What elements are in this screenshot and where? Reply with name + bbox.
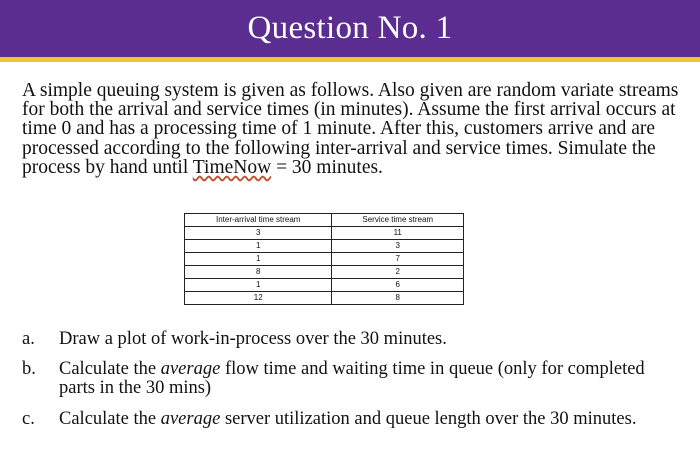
service-cell: 11 [332, 227, 464, 240]
intro-text: A simple queuing system is given as follows. Also given are random variate streams for both the arrival and service times (in minutes). Assume the first arrival occurs at time 0 and has a processing time of 1 minute. After this, customers arrive and are processed according to the following inter-arrival and service times. Simulate the process by hand until [22, 80, 679, 178]
item-letter: a. [22, 329, 35, 349]
intro-text-end: = 30 minutes. [271, 156, 383, 178]
table-row [185, 292, 464, 305]
interarrival-cell: 1 [185, 279, 332, 292]
column-header-service: Service time stream [332, 214, 464, 227]
item-text-part: Calculate the [59, 359, 161, 379]
timenow-term: TimeNow [192, 156, 272, 178]
item-text-part: Calculate the [59, 409, 161, 429]
service-cell: 2 [332, 266, 464, 279]
item-text-part: server utilization and queue length over the 30 minutes. [220, 409, 637, 429]
item-text [59, 330, 679, 349]
service-cell: 8 [332, 292, 464, 305]
service-cell: 3 [332, 240, 464, 253]
column-header-interarrival: Inter-arrival time stream [185, 214, 332, 227]
table-header-row [185, 214, 464, 227]
item-text [59, 360, 679, 397]
item-text [59, 410, 679, 429]
random-streams-table [184, 213, 464, 305]
service-cell: 7 [332, 253, 464, 266]
table-row [185, 279, 464, 292]
table-row [185, 240, 464, 253]
table-row [185, 227, 464, 240]
table-row [185, 253, 464, 266]
interarrival-cell: 8 [185, 266, 332, 279]
interarrival-cell: 3 [185, 227, 332, 240]
table-row [185, 266, 464, 279]
service-cell: 6 [332, 279, 464, 292]
page-title: Question No. 1 [247, 10, 453, 46]
interarrival-cell: 1 [185, 240, 332, 253]
item-letter: c. [22, 409, 35, 429]
interarrival-cell: 12 [185, 292, 332, 305]
item-emphasis: average [160, 359, 221, 379]
item-emphasis: average [160, 409, 221, 429]
item-text-part: Draw a plot of work-in-process over the 30 minutes. [59, 329, 447, 349]
interarrival-cell: 1 [185, 253, 332, 266]
item-text-part: flow time and waiting time in queue (only for completed parts in the 30 mins) [59, 359, 645, 398]
title-banner [0, 0, 700, 62]
problem-statement [22, 81, 684, 177]
item-letter: b. [22, 359, 36, 379]
